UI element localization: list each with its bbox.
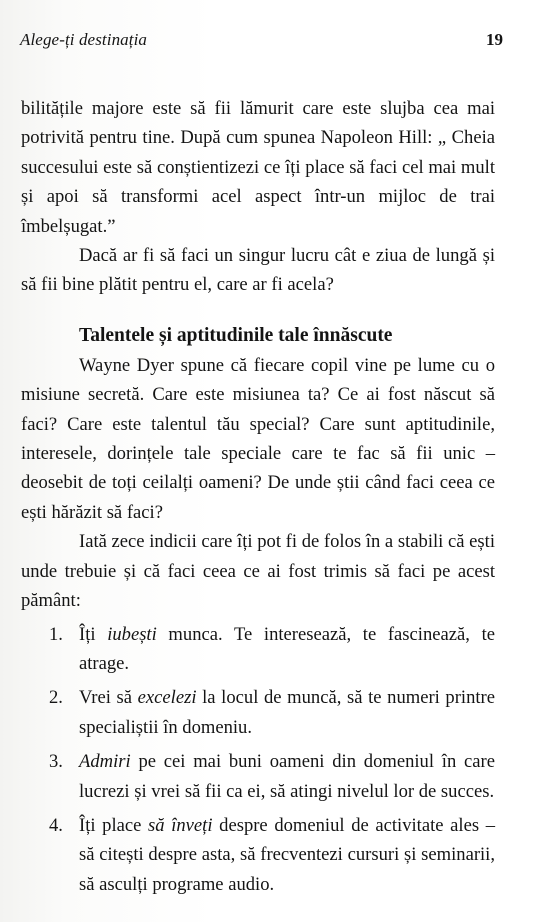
body-text	[21, 94, 495, 904]
list-text-pre: Îți place	[79, 814, 149, 836]
list-text-post: la locul de muncă, să te numeri printre specialiștii în domeniu.	[79, 687, 495, 738]
list-text-emphasis: să înveți	[148, 814, 213, 836]
paragraph-continuation: bilitățile majore este să fii lămurit care este slujba cea mai potrivită pentru tine. După cum spunea Napoleon Hill: „ Cheia succesului este să conștientizezi ce îți place să faci cel mai mult și apoi să transformi acel aspect într-un mijloc de trai îmbelșugat.”	[21, 98, 495, 237]
page-number: 19	[486, 30, 503, 49]
list-item	[21, 811, 495, 899]
list-item	[21, 620, 495, 679]
list-text-pre: Vrei să	[79, 687, 138, 709]
list-number: 1.	[49, 623, 63, 645]
list-number: 3.	[49, 751, 63, 773]
paragraph-ten-hints: Iată zece indicii care îți pot fi de folos în a stabili că ești unde trebuie și că faci ceea ce ai fost trimis să faci pe acest pământ:	[21, 531, 495, 612]
list-text-post: munca. Te interesează, te fascinează, te atrage.	[79, 623, 495, 674]
section-heading: Talentele și aptitudinile tale înnăscute	[79, 324, 393, 346]
list-number: 2.	[49, 687, 63, 709]
list-text-emphasis: iubești	[107, 623, 157, 645]
list-item	[21, 747, 495, 806]
list-text-emphasis: Admiri	[79, 751, 131, 773]
list-text-post: despre domeniul de activitate ales – să citești despre asta, să frecventezi cursuri și seminarii, să asculți programe audio.	[79, 814, 496, 895]
list-text-post: pe cei mai buni oameni din domeniul în care lucrezi și vrei să fii ca ei, să atingi nivelul lor de succes.	[79, 751, 495, 802]
page-header	[20, 30, 503, 54]
list-text-pre: Îți	[79, 623, 108, 645]
list-number: 4.	[49, 814, 63, 836]
list-text-emphasis: excelezi	[137, 687, 197, 709]
paragraph-wayne-dyer: Wayne Dyer spune că fiecare copil vine pe lume cu o misiune secretă. Care este misiunea ta? Ce ai fost născut să faci? Care este talentul tău special? Care sunt aptitudinile, interesele, dorințele tale speciale care te fac să fii unic – deosebit de toți ceilalți oameni? De unde știi când faci ceea ce ești hărăzit să faci?	[21, 354, 495, 523]
running-title: Alege-ți destinația	[20, 30, 148, 49]
list-item	[21, 683, 495, 742]
hints-list	[21, 620, 495, 900]
paragraph-question: Dacă ar fi să faci un singur lucru cât e ziua de lungă și să fii bine plătit pentru el, care ar fi acela?	[21, 245, 495, 296]
